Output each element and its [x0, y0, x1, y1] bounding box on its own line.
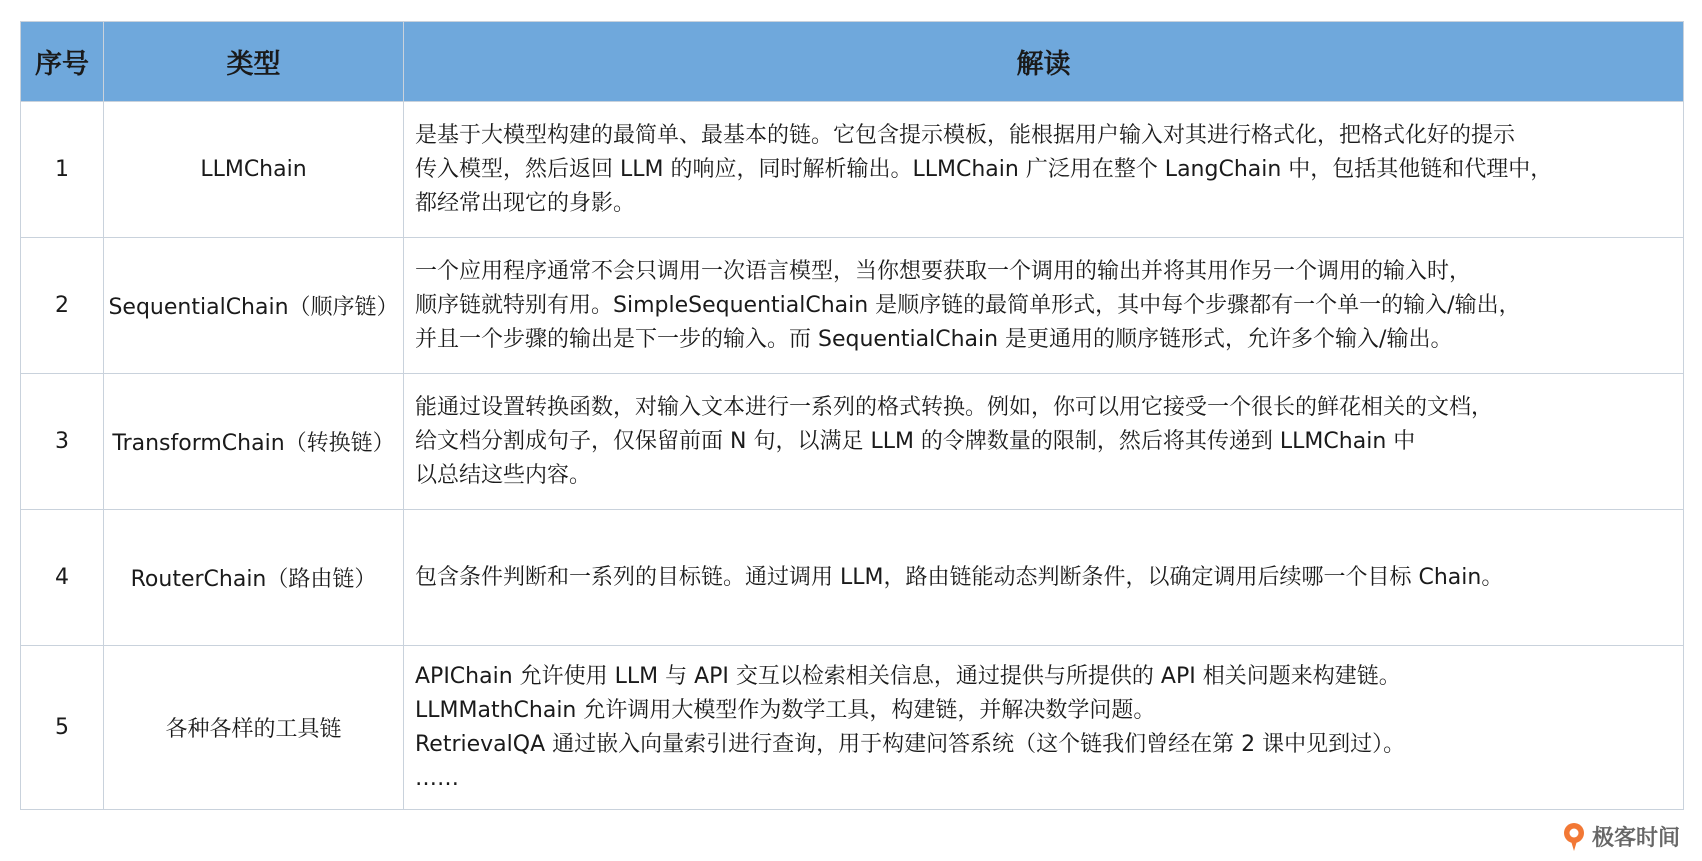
- header-type: 类型: [104, 22, 404, 102]
- row-type-cell: SequentialChain（顺序链）: [104, 238, 404, 374]
- table-row: [21, 238, 1684, 374]
- desc-line: 都经常出现它的身影。: [415, 190, 636, 216]
- table-row: [21, 102, 1684, 238]
- row-no-cell: 5: [21, 646, 104, 810]
- desc-line: 一个应用程序通常不会只调用一次语言模型，当你想要获取一个调用的输出并将其用作另一个调用的输入时，: [415, 258, 1472, 284]
- header-no: 序号: [21, 22, 104, 102]
- row-type-cell: LLMChain: [104, 102, 404, 238]
- geektime-watermark: [1562, 821, 1680, 852]
- chain-types-table-container: [20, 21, 1683, 810]
- row-desc-cell: [404, 510, 1684, 646]
- chain-types-table: [20, 21, 1684, 810]
- geektime-logo-icon: [1562, 822, 1586, 852]
- row-desc-cell: [404, 374, 1684, 510]
- row-no-cell: 1: [21, 102, 104, 238]
- table-row: [21, 510, 1684, 646]
- row-type-cell: RouterChain（路由链）: [104, 510, 404, 646]
- row-desc-cell: [404, 102, 1684, 238]
- row-no-cell: 3: [21, 374, 104, 510]
- desc-line: 是基于大模型构建的最简单、最基本的链。它包含提示模板，能根据用户输入对其进行格式化，把格式化好的提示: [415, 122, 1516, 148]
- table-row: [21, 646, 1684, 810]
- desc-line: RetrievalQA 通过嵌入向量索引进行查询，用于构建问答系统（这个链我们曾经在第 2 课中见到过）。: [415, 731, 1406, 757]
- row-type-cell: TransformChain（转换链）: [104, 374, 404, 510]
- desc-line: 顺序链就特别有用。SimpleSequentialChain 是顺序链的最简单形式，其中每个步骤都有一个单一的输入/输出，: [415, 292, 1521, 318]
- row-type-cell: 各种各样的工具链: [104, 646, 404, 810]
- desc-line: 包含条件判断和一系列的目标链。通过调用 LLM，路由链能动态判断条件，以确定调用后续哪一个目标 Chain。: [415, 564, 1504, 590]
- desc-line: 以总结这些内容。: [415, 462, 592, 488]
- desc-line: 并且一个步骤的输出是下一步的输入。而 SequentialChain 是更通用的顺序链形式，允许多个输入/输出。: [415, 326, 1453, 352]
- row-desc-cell: [404, 646, 1684, 810]
- row-desc-cell: [404, 238, 1684, 374]
- desc-line: 给文档分割成句子，仅保留前面 N 句，以满足 LLM 的令牌数量的限制，然后将其传递到 LLMChain 中: [415, 428, 1416, 454]
- watermark-text: 极客时间: [1591, 826, 1680, 851]
- table-header-row: [21, 22, 1684, 102]
- table-row: [21, 374, 1684, 510]
- row-no-cell: 4: [21, 510, 104, 646]
- desc-line: LLMMathChain 允许调用大模型作为数学工具，构建链，并解决数学问题。: [415, 697, 1156, 723]
- desc-line: 能通过设置转换函数，对输入文本进行一系列的格式转换。例如，你可以用它接受一个很长的鲜花相关的文档，: [415, 394, 1494, 420]
- desc-line: APIChain 允许使用 LLM 与 API 交互以检索相关信息，通过提供与所提供的 API 相关问题来构建链。: [415, 663, 1401, 689]
- row-no-cell: 2: [21, 238, 104, 374]
- desc-line: ……: [415, 765, 459, 791]
- desc-line: 传入模型，然后返回 LLM 的响应，同时解析输出。LLMChain 广泛用在整个 LangChain 中，包括其他链和代理中，: [415, 156, 1553, 182]
- header-desc: 解读: [404, 22, 1684, 102]
